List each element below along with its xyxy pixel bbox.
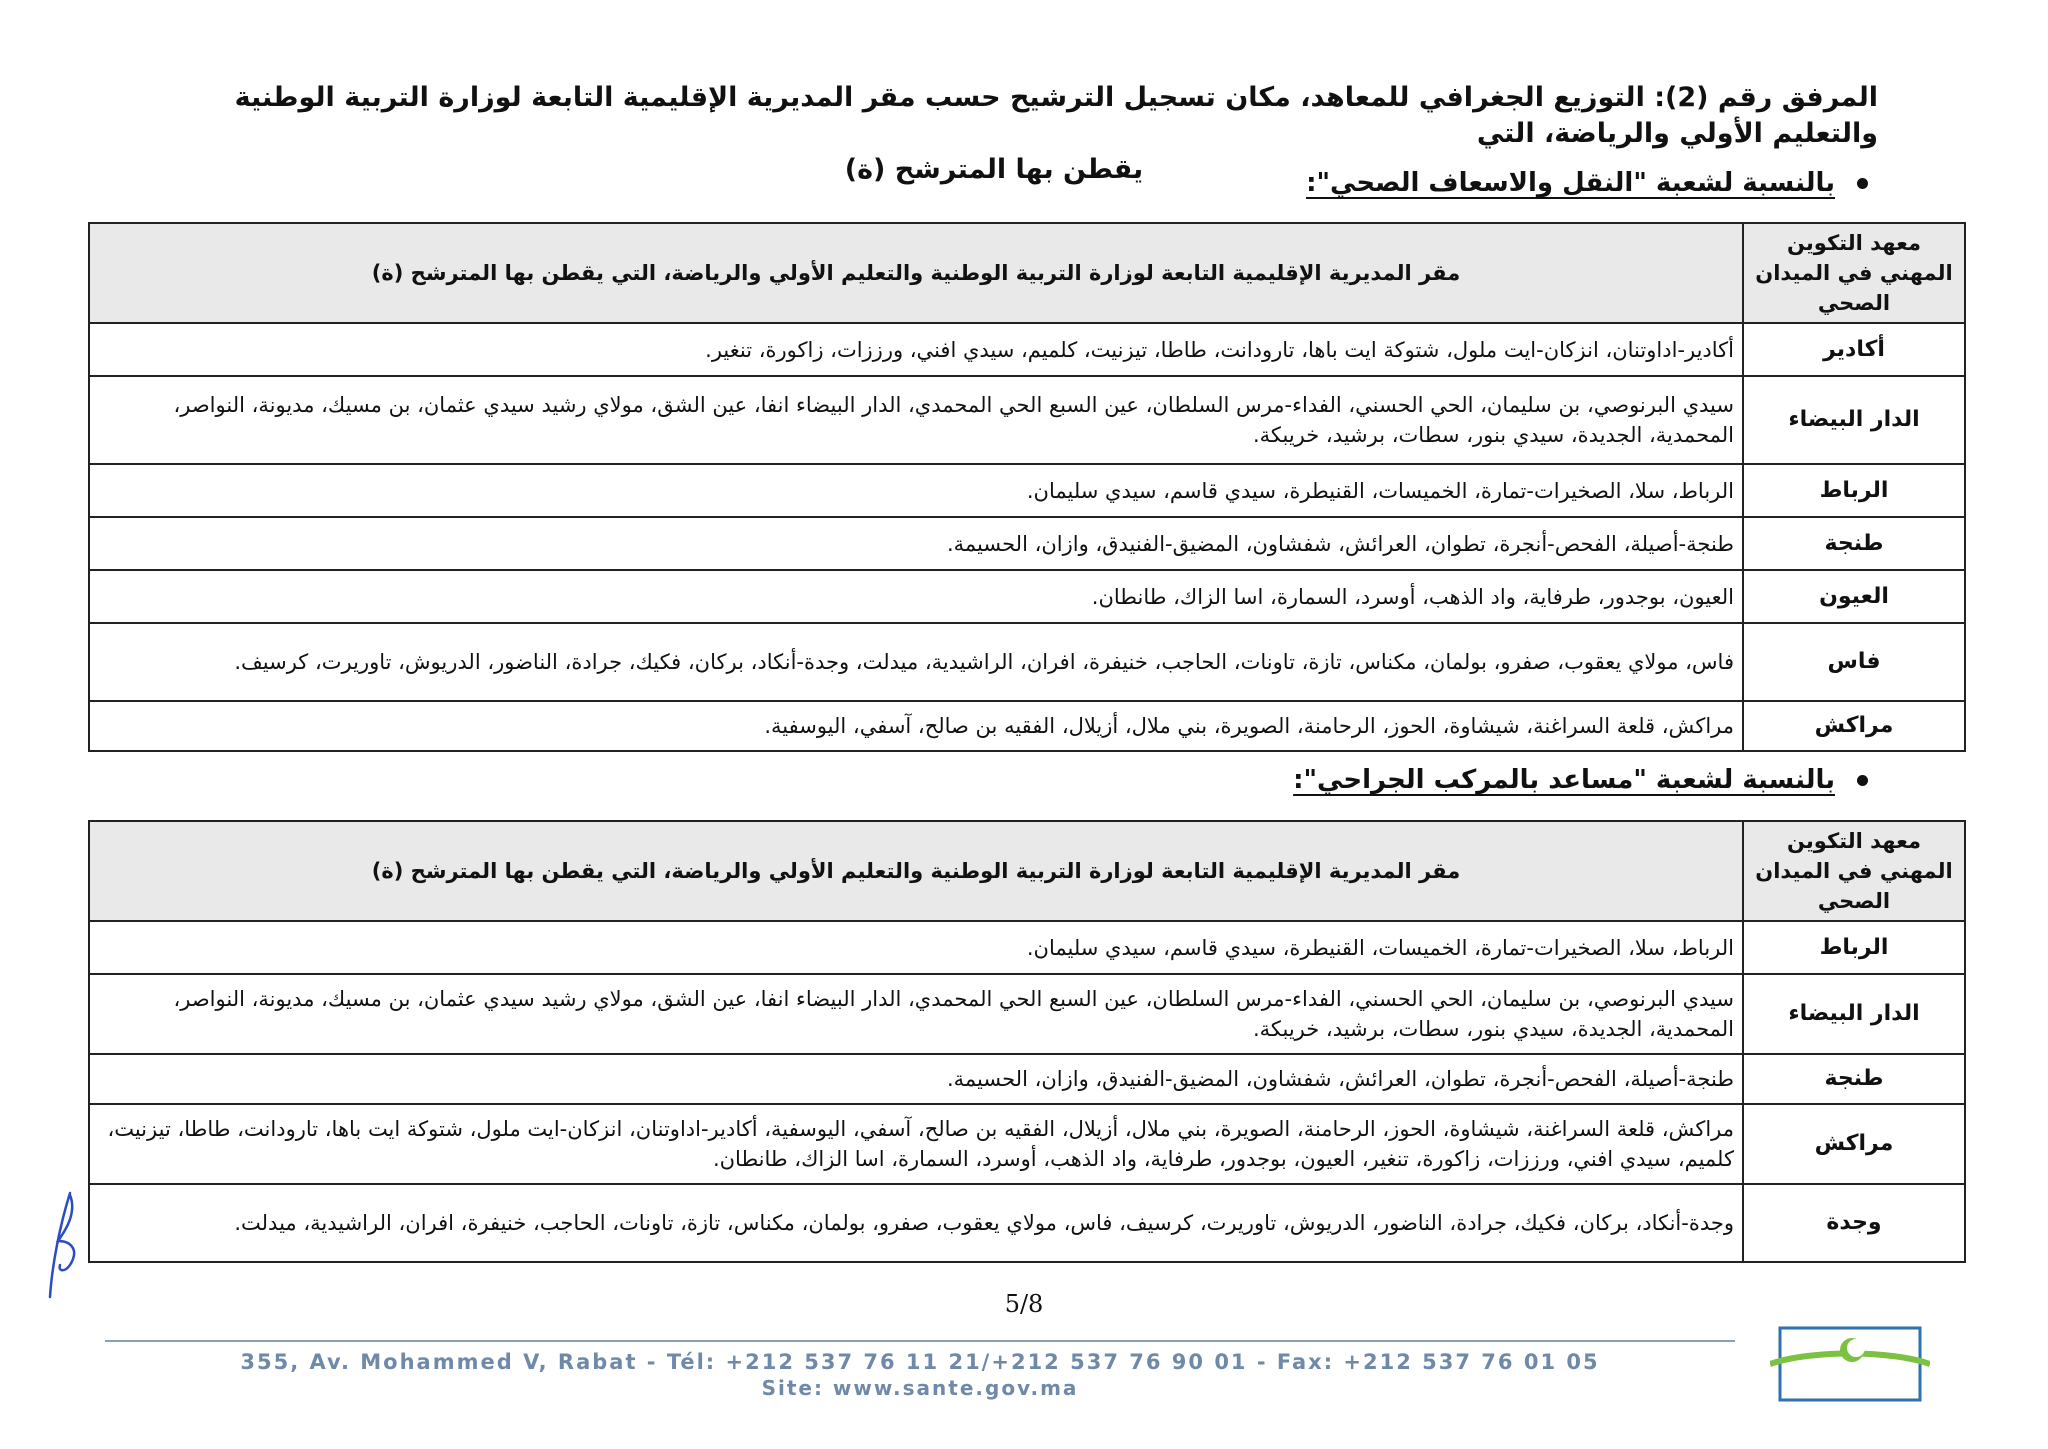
table-header-row (89, 821, 1965, 921)
directorate-list: الرباط، سلا، الصخيرات-تمارة، الخميسات، القنيطرة، سيدي قاسم، سيدي سليمان. (89, 464, 1743, 517)
title-line-2: يقطن بها المترشح (ة) (844, 154, 1144, 185)
table-row (89, 623, 1965, 701)
institute-city: مراكش (1743, 701, 1965, 751)
institute-city: الدار البيضاء (1743, 974, 1965, 1054)
bullet-icon (1857, 775, 1868, 786)
table-row (89, 701, 1965, 751)
institute-city: الرباط (1743, 464, 1965, 517)
directorate-list: طنجة-أصيلة، الفحص-أنجرة، تطوان، العرائش، شفشاون، المضيق-الفنيدق، وازان، الحسيمة. (89, 1054, 1743, 1104)
institute-city: مراكش (1743, 1104, 1965, 1184)
table-row (89, 464, 1965, 517)
directorate-list: مراكش، قلعة السراغنة، شيشاوة، الحوز، الرحامنة، الصويرة، بني ملال، أزيلال، الفقيه بن صالح، آسفي، اليوسفية، أكادير-اداوتنان، انزكان-ايت ملول، شتوكة ايت باها، تارودانت، طاطا، تيزنيت، كلميم، سيدي افني، ورززات، زاكورة، تنغير، العيون، بوجدور، طرفاية، واد الذهب، أوسرد، السمارة، اسا الزاك، طانطان. (89, 1104, 1743, 1184)
footer-website: Site: www.sante.gov.ma (761, 1376, 1079, 1400)
table-row (89, 1104, 1965, 1184)
directorate-list: وجدة-أنكاد، بركان، فكيك، جرادة، الناضور، الدريوش، تاوريرت، كرسيف، فاس، مولاي يعقوب، صفرو، بولمان، مكناس، تازة، تاونات، الحاجب، خنيفرة، افران، الراشيدية، ميدلت. (89, 1184, 1743, 1262)
table-header-row (89, 223, 1965, 323)
table-row (89, 921, 1965, 974)
directorate-list: فاس، مولاي يعقوب، صفرو، بولمان، مكناس، تازة، تاونات، الحاجب، خنيفرة، افران، الراشيدية، ميدلت، وجدة-أنكاد، بركان، فكيك، جرادة، الناضور، الدريوش، تاوريرت، كرسيف. (89, 623, 1743, 701)
institute-city: وجدة (1743, 1184, 1965, 1262)
bullet-icon (1857, 178, 1868, 189)
table-row (89, 323, 1965, 376)
institute-city: فاس (1743, 623, 1965, 701)
table-row (89, 376, 1965, 464)
table-surgical-assistant (88, 820, 1966, 1263)
footer-address: 355, Av. Mohammed V, Rabat - Tél: +212 537 76 11 21/+212 537 76 90 01 - Fax: +212 537 76 01 05 (240, 1350, 1600, 1374)
column-header-institute: معهد التكوين المهني في الميدان الصحي (1743, 223, 1965, 323)
footer-divider (105, 1340, 1735, 1342)
directorate-list: سيدي البرنوصي، بن سليمان، الحي الحسني، الفداء-مرس السلطان، عين السبع الحي المحمدي، الدار البيضاء انفا، عين الشق، مولاي رشيد سيدي عثمان، بن مسيك، مديونة، النواصر، المحمدية، الجديدة، سيدي بنور، سطات، برشيد، خريبكة. (89, 974, 1743, 1054)
title-line-1: المرفق رقم (2): التوزيع الجغرافي للمعاهد، مكان تسجيل الترشيح حسب مقر المديرية الإقليمية التابعة لوزارة التربية الوطنية والتعليم الأولي والرياضة، التي (234, 82, 1878, 149)
ministry-logo-icon (1770, 1320, 1930, 1410)
column-header-directorate: مقر المديرية الإقليمية التابعة لوزارة التربية الوطنية والتعليم الأولي والرياضة، التي يقطن بها المترشح (ة) (89, 223, 1743, 323)
table-row (89, 570, 1965, 623)
institute-city: الدار البيضاء (1743, 376, 1965, 464)
signature-initials (40, 1185, 100, 1305)
institute-city: أكادير (1743, 323, 1965, 376)
directorate-list: العيون، بوجدور، طرفاية، واد الذهب، أوسرد، السمارة، اسا الزاك، طانطان. (89, 570, 1743, 623)
institute-city: طنجة (1743, 517, 1965, 570)
table-row (89, 974, 1965, 1054)
directorate-list: أكادير-اداوتنان، انزكان-ايت ملول، شتوكة ايت باها، تارودانت، طاطا، تيزنيت، كلميم، سيدي افني، ورززات، زاكورة، تنغير. (89, 323, 1743, 376)
table-transport-first-aid (88, 222, 1966, 752)
institute-city: العيون (1743, 570, 1965, 623)
table-row (89, 517, 1965, 570)
institute-city: طنجة (1743, 1054, 1965, 1104)
institute-city: الرباط (1743, 921, 1965, 974)
directorate-list: مراكش، قلعة السراغنة، شيشاوة، الحوز، الرحامنة، الصويرة، بني ملال، أزيلال، الفقيه بن صالح، آسفي، اليوسفية. (89, 701, 1743, 751)
directorate-list: طنجة-أصيلة، الفحص-أنجرة، تطوان، العرائش، شفشاون، المضيق-الفنيدق، وازان، الحسيمة. (89, 517, 1743, 570)
page-number: 5/8 (1004, 1290, 1044, 1318)
column-header-directorate: مقر المديرية الإقليمية التابعة لوزارة التربية الوطنية والتعليم الأولي والرياضة، التي يقطن بها المترشح (ة) (89, 821, 1743, 921)
directorate-list: سيدي البرنوصي، بن سليمان، الحي الحسني، الفداء-مرس السلطان، عين السبع الحي المحمدي، الدار البيضاء انفا، عين الشق، مولاي رشيد سيدي عثمان، بن مسيك، مديونة، النواصر، المحمدية، الجديدة، سيدي بنور، سطات، برشيد، خريبكة. (89, 376, 1743, 464)
table-row (89, 1184, 1965, 1262)
section1-heading: بالنسبة لشعبة "النقل والاسعاف الصحي": (1306, 168, 1868, 198)
section2-heading: بالنسبة لشعبة "مساعد بالمركب الجراحي": (1293, 765, 1868, 795)
directorate-list: الرباط، سلا، الصخيرات-تمارة، الخميسات، القنيطرة، سيدي قاسم، سيدي سليمان. (89, 921, 1743, 974)
column-header-institute: معهد التكوين المهني في الميدان الصحي (1743, 821, 1965, 921)
table-row (89, 1054, 1965, 1104)
